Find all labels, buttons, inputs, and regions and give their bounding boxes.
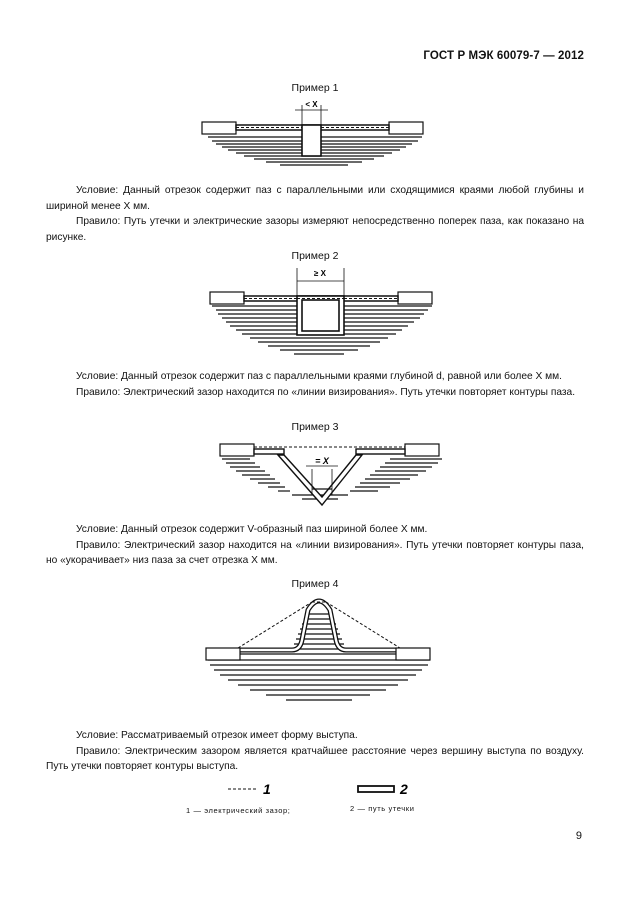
- example-2-text: [46, 369, 584, 400]
- example-2-gap-label: ≥ X: [314, 269, 326, 278]
- example-3-caption: Пример 3: [291, 421, 339, 433]
- creepage-path-symbol: [358, 786, 394, 792]
- example-1-gap-label: < X: [305, 100, 318, 109]
- example-3-condition: Условие: Данный отрезок содержит V-образный паз шириной более X мм.: [76, 524, 428, 535]
- example-4-caption: Пример 4: [291, 578, 339, 590]
- example-3-figure: [0, 433, 630, 513]
- legend-symbols: [0, 778, 630, 802]
- example-4-figure: [0, 590, 630, 710]
- legend-label-1: 1 — электрический зазор;: [186, 806, 291, 815]
- example-2-caption: Пример 2: [291, 250, 339, 262]
- example-1-condition: Условие: Данный отрезок содержит паз с параллельными или сходящимися краями любой глубины и шириной менее X мм.: [46, 185, 584, 212]
- example-1-text: [46, 183, 584, 245]
- legend-num-1: 1: [263, 781, 271, 797]
- document-header: ГОСТ Р МЭК 60079-7 — 2012: [423, 50, 584, 62]
- page-number: 9: [575, 830, 582, 842]
- example-3-rule: Правило: Электрический зазор находится на «линии визирования». Путь утечки повторяет контуры паза, но «укорачивает» низ паза за счет отрезка X мм.: [46, 539, 584, 566]
- example-2-rule: Правило: Электрический зазор находится по «линии визирования». Путь утечки повторяет контуры паза.: [76, 386, 576, 398]
- example-1-rule: Правило: Путь утечки и электрические зазоры измеряют непосредственно поперек паза, как показано на рисунке.: [46, 216, 584, 243]
- example-4-rule: Правило: Электрическим зазором является кратчайшее расстояние через вершину выступа по воздуху. Путь утечки повторяет контуры выступа.: [46, 745, 584, 772]
- example-2-figure: [0, 262, 630, 372]
- legend-num-2: 2: [400, 781, 408, 797]
- legend-label-2: 2 — путь утечки: [350, 804, 415, 813]
- example-4-condition: Условие: Рассматриваемый отрезок имеет форму выступа.: [76, 730, 358, 741]
- example-3-text: [46, 522, 584, 569]
- example-2-condition: Условие: Данный отрезок содержит паз с параллельными краями глубиной d, равной или более X мм.: [76, 371, 562, 382]
- example-4-text: [46, 728, 584, 775]
- example-3-gap-label: = X: [315, 456, 329, 466]
- example-1-caption: Пример 1: [291, 82, 339, 94]
- example-1-figure: [0, 95, 630, 175]
